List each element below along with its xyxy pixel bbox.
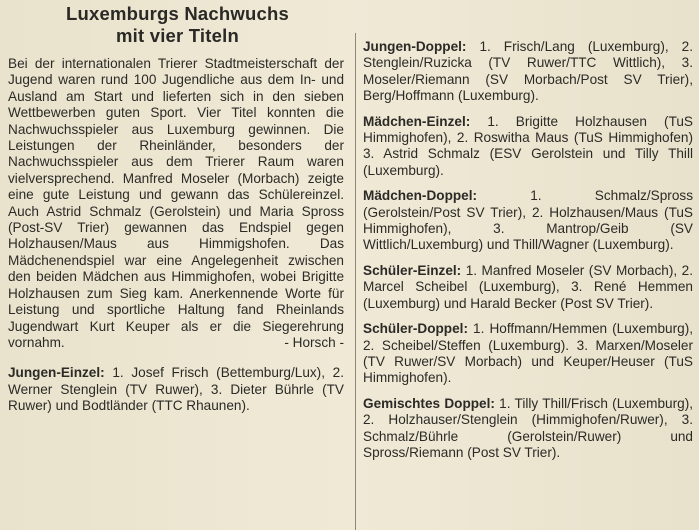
result-heading: Mädchen-Doppel:	[363, 188, 478, 204]
headline-line-2: mit vier Titeln	[116, 25, 239, 46]
result-heading: Jungen-Doppel:	[363, 39, 467, 54]
result-text: 1. Brigitte Holzhausen (TuS Himmighofen), 2. Roswitha Maus (TuS Himmighofen) 3. Astrid Schmalz (ESV Gerolstein und Tilly Thill (Luxemburg).	[363, 113, 693, 178]
result-text: 1. Frisch/Lang (Luxemburg), 2. Stenglein/Ruzicka (TV Ruwer/TTC Wittlich), 3. Moseler/Riemann (SV Morbach/Post SV Trier), Berg/Hoffmann (Luxemburg).	[363, 39, 693, 104]
result-jungen-doppel	[363, 39, 693, 105]
result-schueler-doppel	[363, 321, 693, 387]
article-body	[8, 56, 344, 351]
result-text: 1. Schmalz/Spross (Gerolstein/Post SV Trier), 2. Holzhausen/Maus (TuS Himmighofen), 3. Mantrop/Geib (SV Wittlich/Luxemburg) und Thill/Wagner (Luxemburg).	[363, 188, 693, 253]
result-heading: Jungen-Einzel:	[8, 365, 105, 381]
result-heading: Mädchen-Einzel:	[363, 113, 471, 129]
result-heading: Schüler-Einzel:	[363, 262, 462, 278]
result-heading: Gemischtes Doppel:	[363, 395, 495, 411]
author-signature: - Horsch -	[284, 334, 344, 350]
result-text: 1. Hoffmann/Hemmen (Luxemburg), 2. Scheibel/Steffen (Luxemburg). 3. Marxen/Moseler (TV Ruwer/SV Morbach) und Keuper/Heuser (TuS Himmighofen).	[363, 321, 693, 386]
result-maedchen-doppel	[363, 188, 693, 254]
right-column	[363, 39, 693, 470]
result-text: 1. Manfred Moseler (SV Morbach), 2. Marcel Scheibel (Luxemburg), 3. René Hemmen (Luxemburg) und Harald Becker (Post SV Trier).	[363, 262, 693, 311]
result-schueler-einzel	[363, 263, 693, 312]
result-maedchen-einzel	[363, 114, 693, 180]
result-heading: Schüler-Doppel:	[363, 321, 468, 337]
result-jungen-einzel	[8, 365, 344, 414]
left-column	[8, 56, 344, 424]
article-text: Bei der internationalen Trierer Stadtmeisterschaft der Jugend waren rund 100 Jugendliche aus dem In- und Ausland am Start und lieferten sich in den sieben Wettbewerben guten Sport. Vier Titel konnten die Nachwuchsspieler aus Luxemburg gewinnen. Die Leistungen der Rheinländer, besonders der Nachwuchsspieler aus dem Trierer Raum waren vielversprechend. Manfred Moseler (Morbach) zeigte eine gute Leistung und gewann das Schülereinzel. Auch Astrid Schmalz (Gerolstein) und Maria Spross (Post-SV Trier) gewannen das Endspiel gegen Holzhausen/Maus aus Himmigshofen. Das Mädchenendspiel war eine Angelegenheit zwischen den beiden Mädchen aus Himmighofen, wobei Brigitte Holzhausen zum Sieg kam. Anerkennende Worte für Leistung und sportliche Haltung fand Rheinlands Jugendwart Kurt Keuper als er die Siegerehrung vornahm.	[8, 56, 344, 350]
result-text: 1. Josef Frisch (Bettemburg/Lux), 2. Werner Stenglein (TV Ruwer), 3. Dieter Bührle (TV Ruwer) und Bodtländer (TTC Rhaunen).	[8, 365, 344, 414]
result-gemischtes-doppel	[363, 396, 693, 462]
result-text: 1. Tilly Thill/Frisch (Luxemburg), 2. Holzhauser/Stenglein (Himmighofen/Ruwer), 3. Schmalz/Bührle (Gerolstein/Ruwer) und Spross/Riemann (Post SV Trier).	[363, 395, 693, 460]
column-divider	[355, 33, 356, 530]
headline-line-1: Luxemburgs Nachwuchs	[66, 3, 289, 24]
